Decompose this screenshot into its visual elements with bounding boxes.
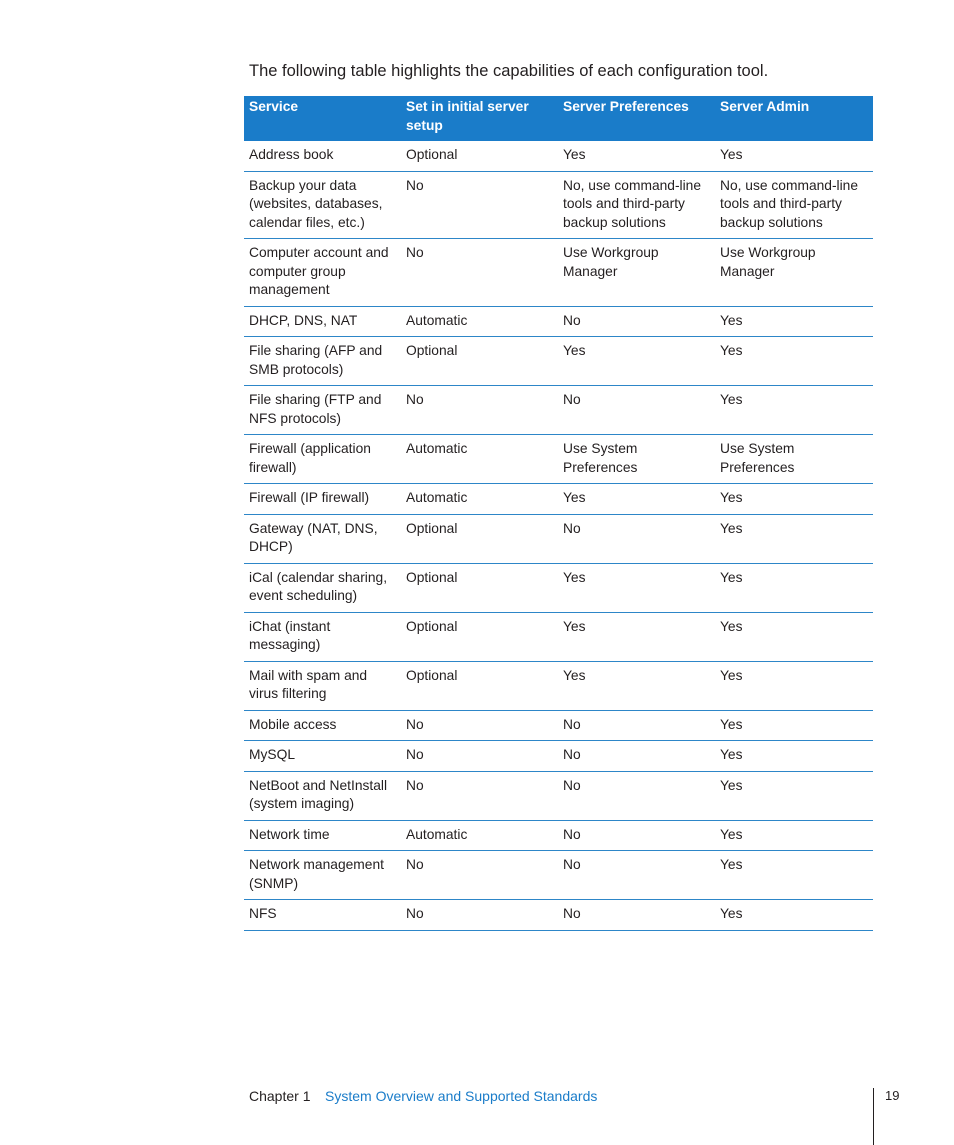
cell-service: Firewall (application firewall) [244,435,401,484]
cell-service: File sharing (AFP and SMB protocols) [244,337,401,386]
header-initial-setup: Set in initial server setup [401,96,558,141]
table-header-row [244,96,873,141]
table-row [244,386,873,435]
cell-initial-setup: Optional [401,563,558,612]
intro-paragraph: The following table highlights the capabilities of each configuration tool. [249,62,769,80]
cell-service: DHCP, DNS, NAT [244,306,401,337]
cell-server-admin: Yes [715,386,873,435]
cell-initial-setup: No [401,386,558,435]
cell-server-admin: Use Workgroup Manager [715,239,873,307]
cell-initial-setup: No [401,741,558,772]
table-row [244,484,873,515]
table-row [244,171,873,239]
cell-server-admin: Yes [715,851,873,900]
cell-initial-setup: No [401,239,558,307]
cell-service: Network time [244,820,401,851]
table-row [244,239,873,307]
footer-divider [873,1088,874,1145]
cell-server-admin: Yes [715,484,873,515]
cell-service: iCal (calendar sharing, event scheduling) [244,563,401,612]
cell-server-preferences: Yes [558,563,715,612]
cell-initial-setup: No [401,851,558,900]
cell-server-preferences: Yes [558,661,715,710]
table-row [244,661,873,710]
cell-service: Computer account and computer group management [244,239,401,307]
cell-server-preferences: Use Workgroup Manager [558,239,715,307]
cell-initial-setup: Optional [401,514,558,563]
table-row [244,306,873,337]
cell-server-preferences: Use System Preferences [558,435,715,484]
header-server-admin: Server Admin [715,96,873,141]
cell-server-admin: Yes [715,900,873,931]
cell-server-admin: Yes [715,820,873,851]
cell-service: Firewall (IP firewall) [244,484,401,515]
table-body [244,141,873,930]
cell-server-admin: Yes [715,710,873,741]
cell-initial-setup: Optional [401,661,558,710]
footer-chapter-title[interactable]: System Overview and Supported Standards [325,1088,598,1104]
table-row [244,710,873,741]
table-row [244,820,873,851]
cell-initial-setup: Optional [401,612,558,661]
cell-initial-setup: Automatic [401,820,558,851]
cell-server-preferences: Yes [558,141,715,171]
cell-service: File sharing (FTP and NFS protocols) [244,386,401,435]
cell-server-preferences: No [558,741,715,772]
page-number: 19 [885,1088,900,1103]
cell-server-preferences: Yes [558,612,715,661]
table-row [244,851,873,900]
cell-server-admin: No, use command-line tools and third-party backup solutions [715,171,873,239]
cell-server-preferences: No [558,710,715,741]
table-row [244,141,873,171]
cell-initial-setup: Optional [401,141,558,171]
cell-server-preferences: No [558,820,715,851]
cell-service: Backup your data (websites, databases, calendar files, etc.) [244,171,401,239]
cell-server-preferences: Yes [558,484,715,515]
cell-server-preferences: No [558,851,715,900]
cell-service: Address book [244,141,401,171]
table-row [244,337,873,386]
cell-server-preferences: No, use command-line tools and third-party backup solutions [558,171,715,239]
cell-server-admin: Yes [715,337,873,386]
cell-initial-setup: No [401,771,558,820]
cell-service: Mobile access [244,710,401,741]
cell-server-preferences: Yes [558,337,715,386]
cell-server-preferences: No [558,514,715,563]
cell-server-admin: Yes [715,661,873,710]
cell-server-admin: Yes [715,612,873,661]
cell-server-admin: Yes [715,741,873,772]
cell-server-admin: Yes [715,306,873,337]
cell-server-preferences: No [558,771,715,820]
cell-server-admin: Yes [715,514,873,563]
table-row [244,741,873,772]
header-service: Service [244,96,401,141]
cell-service: NFS [244,900,401,931]
table-row [244,612,873,661]
cell-initial-setup: Optional [401,337,558,386]
cell-service: NetBoot and NetInstall (system imaging) [244,771,401,820]
cell-initial-setup: Automatic [401,484,558,515]
cell-server-preferences: No [558,306,715,337]
cell-service: Gateway (NAT, DNS, DHCP) [244,514,401,563]
cell-server-admin: Use System Preferences [715,435,873,484]
cell-server-preferences: No [558,900,715,931]
cell-server-admin: Yes [715,141,873,171]
cell-service: iChat (instant messaging) [244,612,401,661]
table-row [244,563,873,612]
cell-service: MySQL [244,741,401,772]
table-row [244,514,873,563]
footer-chapter: Chapter 1 [249,1088,311,1104]
cell-initial-setup: Automatic [401,306,558,337]
table-row [244,900,873,931]
capabilities-table [244,96,873,931]
cell-service: Mail with spam and virus filtering [244,661,401,710]
table-row [244,771,873,820]
header-server-preferences: Server Preferences [558,96,715,141]
cell-server-admin: Yes [715,563,873,612]
table-row [244,435,873,484]
cell-initial-setup: No [401,710,558,741]
cell-initial-setup: No [401,900,558,931]
cell-initial-setup: Automatic [401,435,558,484]
cell-service: Network management (SNMP) [244,851,401,900]
cell-server-preferences: No [558,386,715,435]
cell-server-admin: Yes [715,771,873,820]
cell-initial-setup: No [401,171,558,239]
